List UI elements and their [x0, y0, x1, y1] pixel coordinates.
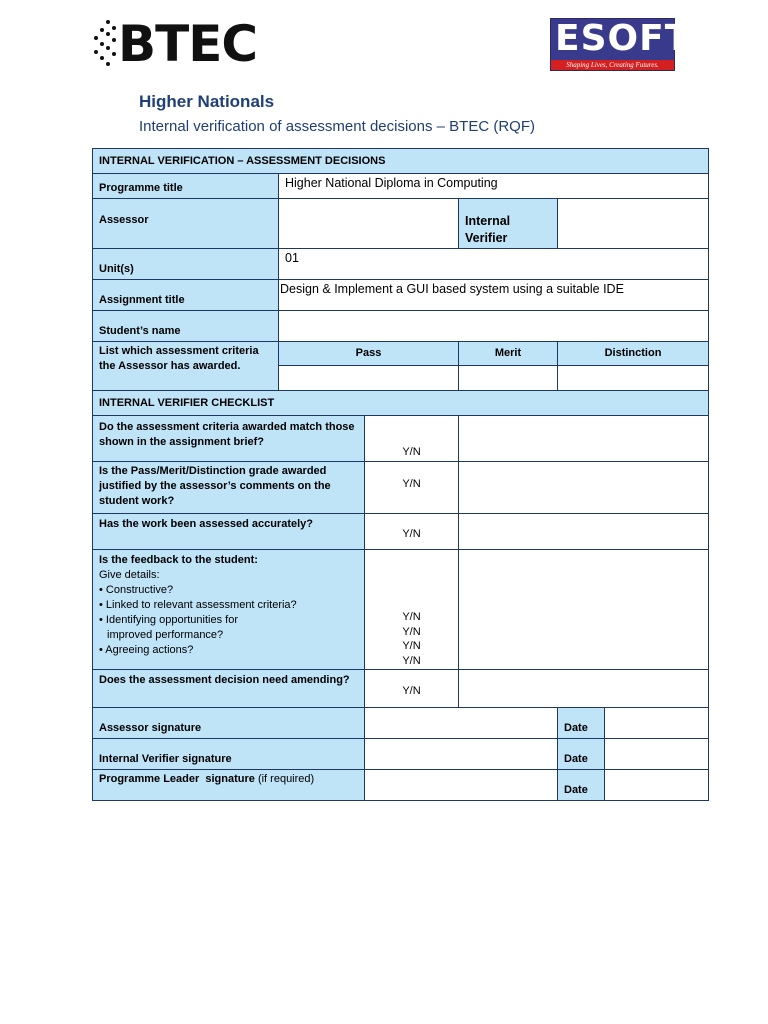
checklist-yn-1[interactable]: Y/N [365, 416, 459, 462]
checklist-question-feedback [93, 550, 365, 670]
feedback-question-text: Is the feedback to the student: [99, 554, 258, 566]
distinction-column-header: Distinction [558, 342, 708, 366]
page-title: Higher Nationals [139, 92, 275, 111]
internal-verifier-date-field[interactable] [605, 739, 708, 770]
checklist-yn-5[interactable]: Y/N [365, 670, 459, 708]
assessor-signature-label: Assessor signature [93, 708, 365, 739]
programme-title-field[interactable]: Higher National Diploma in Computing [279, 174, 708, 199]
programme-leader-signature-field[interactable] [365, 770, 558, 800]
checklist-yn-4a[interactable]: Y/N [402, 611, 421, 623]
checklist-question-criteria-match: Do the assessment criteria awarded match those shown in the assignment brief? [93, 416, 365, 462]
checklist-comment-3[interactable] [459, 514, 708, 550]
verification-form [92, 148, 709, 801]
checklist-question-assessed-accurately: Has the work been assessed accurately? [93, 514, 365, 550]
internal-verifier-date-label: Date [558, 739, 605, 770]
merit-column-header: Merit [459, 342, 558, 366]
checklist-yn-4d[interactable]: Y/N [402, 654, 421, 667]
programme-leader-note: (if required) [254, 773, 315, 785]
programme-leader-signature-label [93, 770, 365, 800]
student-name-label: Student’s name [93, 311, 279, 342]
feedback-item-linked: • Linked to relevant assessment criteria? [99, 599, 297, 611]
programme-leader-date-label: Date [558, 770, 605, 800]
assignment-title-field[interactable]: Design & Implement a GUI based system using a suitable IDE [279, 280, 708, 311]
internal-verifier-signature-label: Internal Verifier signature [93, 739, 365, 770]
unit-label: Unit(s) [93, 249, 279, 280]
page-subtitle: Internal verification of assessment decisions – BTEC (RQF) [139, 118, 535, 135]
checklist-comment-5[interactable] [459, 670, 708, 708]
feedback-give-details: Give details: [99, 569, 160, 581]
esoft-logo [550, 18, 691, 71]
feedback-item-opportunities: • Identifying opportunities for [99, 614, 238, 626]
assessor-field[interactable] [279, 199, 459, 249]
pass-criteria-field[interactable] [279, 366, 459, 391]
distinction-criteria-field[interactable] [558, 366, 708, 391]
checklist-yn-3[interactable]: Y/N [365, 514, 459, 550]
merit-criteria-field[interactable] [459, 366, 558, 391]
internal-verifier-field[interactable] [558, 199, 708, 249]
programme-leader-signature-text: Programme Leader signature [99, 773, 255, 785]
section-header-checklist: INTERNAL VERIFIER CHECKLIST [93, 391, 708, 416]
checklist-yn-4c[interactable]: Y/N [402, 640, 421, 652]
feedback-criteria-list [99, 583, 358, 658]
checklist-yn-2[interactable]: Y/N [365, 462, 459, 514]
feedback-item-constructive: • Constructive? [99, 584, 174, 596]
pass-column-header: Pass [279, 342, 459, 366]
esoft-wordmark: ESOFT [555, 18, 691, 59]
assessor-date-label: Date [558, 708, 605, 739]
btec-logo [92, 15, 258, 73]
section-header-assessment: INTERNAL VERIFICATION – ASSESSMENT DECISIONS [93, 149, 708, 174]
internal-verifier-label: Internal Verifier [459, 199, 558, 249]
esoft-tagline: Shaping Lives, Creating Futures. [551, 60, 674, 70]
assessor-label: Assessor [93, 199, 279, 249]
feedback-item-improved: improved performance? [107, 629, 224, 641]
checklist-question-grade-justified: Is the Pass/Merit/Distinction grade awarded justified by the assessor’s comments on the student work? [93, 462, 365, 514]
criteria-label: List which assessment criteria the Assessor has awarded. [93, 342, 279, 391]
programme-leader-date-field[interactable] [605, 770, 708, 800]
assessor-date-field[interactable] [605, 708, 708, 739]
feedback-item-agreeing: • Agreeing actions? [99, 644, 194, 656]
checklist-question-amending: Does the assessment decision need amending? [93, 670, 365, 708]
assignment-title-label: Assignment title [93, 280, 279, 311]
checklist-comment-2[interactable] [459, 462, 708, 514]
checklist-comment-1[interactable] [459, 416, 708, 462]
checklist-comment-4[interactable] [459, 550, 708, 670]
checklist-yn-4b[interactable]: Y/N [402, 625, 421, 638]
checklist-yn-4-group [365, 550, 459, 670]
unit-field[interactable]: 01 [279, 249, 708, 280]
internal-verifier-signature-field[interactable] [365, 739, 558, 770]
programme-title-label: Programme title [93, 174, 279, 199]
btec-wordmark: BTEC [118, 15, 258, 73]
assessor-signature-field[interactable] [365, 708, 558, 739]
student-name-field[interactable] [279, 311, 708, 342]
